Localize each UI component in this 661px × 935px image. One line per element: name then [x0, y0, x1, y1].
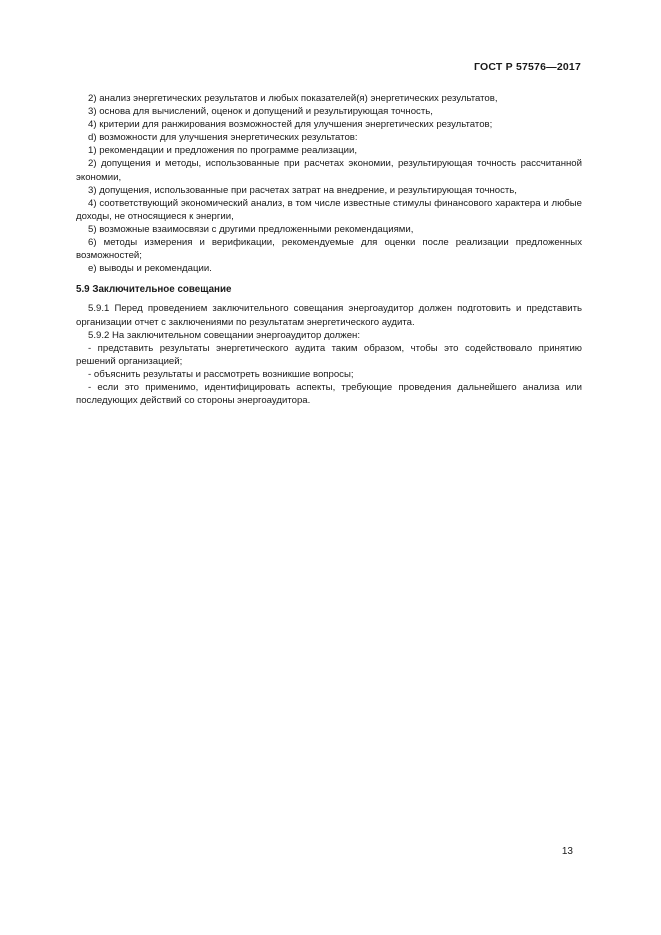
paragraph: 5.9.1 Перед проведением заключительного совещания энергоаудитор должен подготовить и представить организации отчет с заключениями по результатам энергетического аудита.	[76, 303, 582, 328]
list-item: - представить результаты энергетического аудита таким образом, чтобы это содействовало принятию решений организацией;	[76, 342, 582, 367]
list-item: 4) критерии для ранжирования возможностей для улучшения энергетических результатов;	[88, 119, 493, 131]
list-item: d) возможности для улучшения энергетических результатов:	[88, 132, 358, 144]
list-item: 4) соответствующий экономический анализ, в том числе известные стимулы финансового характера и любые доходы, не относящиеся к энергии,	[76, 197, 582, 222]
list-item: 5) возможные взаимосвязи с другими предложенными рекомендациями,	[88, 223, 414, 235]
list-item: 1) рекомендации и предложения по программе реализации,	[88, 145, 358, 157]
document-code-header: ГОСТ Р 57576—2017	[473, 61, 581, 73]
paragraph: 5.9.2 На заключительном совещании энергоаудитор должен:	[88, 329, 360, 341]
list-item: - объяснить результаты и рассмотреть возникшие вопросы;	[88, 368, 354, 380]
section-heading: 5.9 Заключительное совещание	[76, 284, 232, 296]
page-number: 13	[561, 846, 573, 857]
page-body	[76, 92, 582, 407]
list-item: е) выводы и рекомендации.	[88, 263, 212, 275]
list-item: 3) основа для вычислений, оценок и допущений и результирующая точность,	[88, 106, 433, 118]
list-item: 3) допущения, использованные при расчетах затрат на внедрение, и результирующая точность,	[88, 184, 517, 196]
list-item: 6) методы измерения и верификации, рекомендуемые для оценки после реализации предложенных возможностей;	[76, 237, 582, 262]
list-item: 2) допущения и методы, использованные при расчетах экономии, результирующая точность рассчитанной экономии,	[76, 158, 582, 183]
list-item: - если это применимо, идентифицировать аспекты, требующие проведения дальнейшего анализа или последующих действий со стороны энергоаудитора.	[76, 381, 582, 407]
list-item: 2) анализ энергетических результатов и любых показателей(я) энергетических результатов,	[88, 93, 498, 104]
